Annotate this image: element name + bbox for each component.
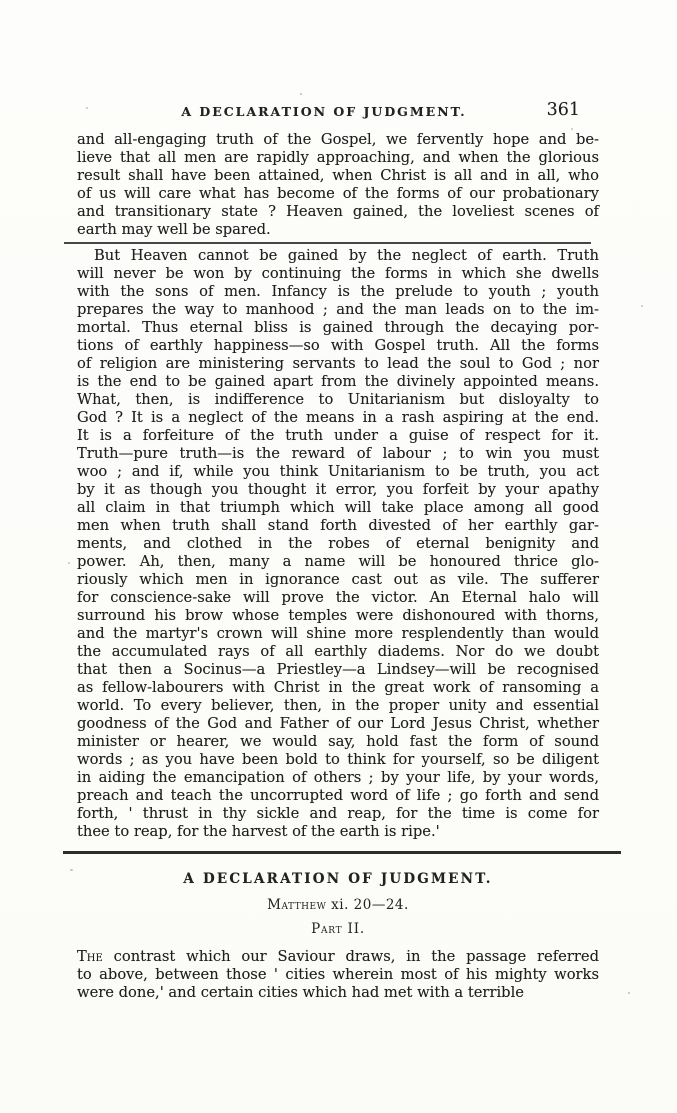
page-number: 361: [546, 100, 580, 120]
text-line: with the sons of men. Infancy is the prelude to youth ; youth: [77, 283, 599, 300]
text-line: But Heaven cannot be gained by the neglect of earth. Truth: [94, 247, 599, 264]
text-line: riously which men in ignorance cast out as vile. The sufferer: [77, 571, 599, 588]
text-line: as fellow-labourers with Christ in the great work of ransoming a: [77, 679, 599, 696]
scan-speck: [300, 93, 302, 95]
text-line: tions of earthly happiness—so with Gospel truth. All the forms: [77, 337, 599, 354]
scripture-verses: xi. 20—24.: [326, 897, 409, 913]
part2-opening-paragraph: [77, 948, 599, 1002]
text-line: What, then, is indifference to Unitarianism but disloyalty to: [77, 391, 599, 408]
section-title: A DECLARATION OF JUDGMENT.: [183, 871, 493, 887]
text-line: men when truth shall stand forth divested of her earthly gar-: [77, 517, 599, 534]
part-number: II.: [342, 921, 365, 937]
text-line: and the martyr's crown will shine more resplendently than would: [77, 625, 599, 642]
scan-speck: [70, 869, 73, 871]
paragraph-lead-word: The: [77, 948, 103, 965]
scan-speck: [68, 562, 70, 564]
text-line: is the end to be gained apart from the divinely appointed means.: [77, 373, 599, 390]
paragraph-first-line-rest: contrast which our Saviour draws, in the passage referred: [102, 948, 599, 965]
text-line: [77, 948, 599, 966]
text-line: preach and teach the uncorrupted word of life ; go forth and send: [77, 787, 599, 804]
text-line: result shall have been attained, when Christ is all and in all, who: [77, 167, 599, 184]
text-line: in aiding the emancipation of others ; by your life, by your words,: [77, 769, 599, 786]
text-line: that then a Socinus—a Priestley—a Lindsey—will be recognised: [77, 661, 599, 678]
text-line: surround his brow whose temples were dishonoured with thorns,: [77, 607, 599, 624]
text-line: the accumulated rays of all earthly diadems. Nor do we doubt: [77, 643, 599, 660]
text-line: minister or hearer, we would say, hold fast the form of sound: [77, 733, 599, 750]
scan-speck: [641, 305, 643, 307]
scan-speck: [571, 128, 573, 130]
running-header: [76, 100, 598, 122]
text-line: and transitionary state ? Heaven gained, the loveliest scenes of: [77, 203, 599, 220]
text-line: prepares the way to manhood ; and the man leads on to the im-: [77, 301, 599, 318]
text-line: mortal. Thus eternal bliss is gained through the decaying por-: [77, 319, 599, 336]
text-line: thee to reap, for the harvest of the earth is ripe.': [77, 823, 440, 840]
text-line: woo ; and if, while you think Unitarianism to be truth, you act: [77, 463, 599, 480]
text-line: words ; as you have been bold to think for yourself, so be diligent: [77, 751, 599, 768]
horizontal-rule-top: [64, 242, 591, 244]
text-line: will never be won by continuing the forms in which she dwells: [77, 265, 599, 282]
scripture-reference: [77, 897, 599, 913]
scan-speck: [628, 992, 630, 994]
text-line: of religion are ministering servants to lead the soul to God ; nor: [77, 355, 599, 372]
text-line: earth may well be spared.: [77, 221, 271, 238]
text-line: all claim in that triumph which will take place among all good: [77, 499, 599, 516]
text-line: It is a forfeiture of the truth under a guise of respect for it.: [77, 427, 599, 444]
text-line: by it as though you thought it error, you forfeit by your apathy: [77, 481, 599, 498]
text-line: for conscience-sake will prove the victor. An Eternal halo will: [77, 589, 599, 606]
text-line: to above, between those ' cities wherein most of his mighty works: [77, 966, 599, 983]
body-paragraph: [77, 247, 599, 841]
text-line: were done,' and certain cities which had met with a terrible: [77, 984, 524, 1001]
text-line: Truth—pure truth—is the reward of labour ; to win you must: [77, 445, 599, 462]
part-word: Part: [311, 921, 343, 937]
text-line: God ? It is a neglect of the means in a rash aspiring at the end.: [77, 409, 599, 426]
part-heading: [77, 921, 599, 937]
continuation-paragraph: [77, 131, 599, 239]
text-line: and all-engaging truth of the Gospel, we fervently hope and be-: [77, 131, 599, 148]
text-line: ments, and clothed in the robes of eternal benignity and: [77, 535, 599, 552]
text-line: lieve that all men are rapidly approaching, and when the glorious: [77, 149, 599, 166]
scan-speck: [86, 107, 88, 109]
scripture-book: Matthew: [267, 897, 327, 913]
paragraph-remaining-lines: [77, 966, 599, 1002]
text-line: forth, ' thrust in thy sickle and reap, for the time is come for: [77, 805, 599, 822]
horizontal-rule-section: [63, 851, 621, 854]
running-header-title: A DECLARATION OF JUDGMENT.: [181, 104, 467, 119]
text-line: of us will care what has become of the forms of our probationary: [77, 185, 599, 202]
text-line: world. To every believer, then, in the proper unity and essential: [77, 697, 599, 714]
text-line: goodness of the God and Father of our Lord Jesus Christ, whether: [77, 715, 599, 732]
text-line: power. Ah, then, many a name will be honoured thrice glo-: [77, 553, 599, 570]
